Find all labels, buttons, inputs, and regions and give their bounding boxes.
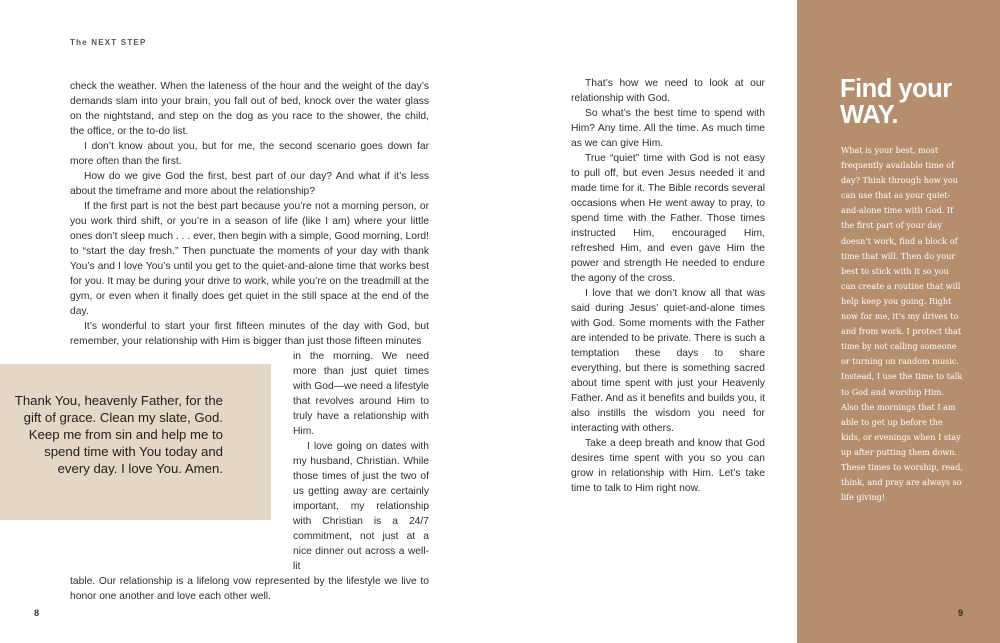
sidebar-body: What is your best, most frequently available time of day? Think through how you can use that as your quiet-and-alone time with God. If the first part of your day doesn’t work, find a block of time that will. Then do your best to stick with it so you can create a routine that will help keep you going. Right now for me, it’s my drives to and from work. I protect that time by not calling someone or turning on random music. Instead, I use the time to talk to God and worship Him. Also the mornings that I am able to get up before the kids, or evenings when I stay up after putting them down. These times to worship, read, think, and pray are always so life giving!: [841, 145, 963, 503]
find-your-way-sidebar: [797, 0, 1000, 643]
paragraph: True “quiet” time with God is not easy to pull off, but even Jesus needed it and made time for it. The Bible records several occasions when He went away to pray, to spend time with the Father. Those times instructed Him, encouraged Him, refreshed Him, and even gave Him the power and strength He needed to endure the agony of the cross.: [571, 153, 765, 284]
wrapped-text-block: [293, 349, 429, 574]
left-column: [70, 79, 429, 604]
paragraph: So what’s the best time to spend with Him? Any time. All the time. As much time as we can give Him.: [571, 108, 765, 149]
paragraph: If the first part is not the best part because you’re not a morning person, or you work third shift, or you’re in a season of life (like I am) where your little ones don’t sleep much . . . ever, then begin with a simple, Good morning, Lord! to “start the day fresh.” Then punctuate the moments of your day with thank You’s and I love You’s until you get to the quiet-and-alone time that works best for you. It may be during your drive to work, while you’re on the treadmill at the gym, or even when it finally does get quiet in the still space at the end of the day.: [70, 201, 429, 317]
sidebar-title-line2: WAY.: [840, 101, 899, 129]
paragraph: That’s how we need to look at our relationship with God.: [571, 78, 765, 104]
prayer-quote: Thank You, heavenly Father, for the gift of grace. Clean my slate, God. Keep me from sin and help me to spend time with You today and every day. I love You. Amen.: [14, 393, 223, 476]
page-number-left: 8: [34, 608, 40, 618]
paragraph: Take a deep breath and know that God desires time spent with you so you can grow in relationship with Him. Let’s take time to talk to Him right now.: [571, 438, 765, 494]
paragraph: check the weather. When the lateness of the hour and the weight of the day’s demands slam into your brain, you fall out of bed, knock over the water glass on the nightstand, and step on the dog as you race to the shower, the child, the office, or the to-do list.: [70, 81, 429, 137]
paragraph: in the morning. We need more than just quiet times with God—we need a lifestyle that revolves around Him to truly have a relationship with Him.: [293, 351, 429, 437]
sidebar-title: [840, 76, 952, 128]
paragraph: It’s wonderful to start your first fifteen minutes of the day with God, but remember, your relationship with Him is bigger than just those fifteen minutes: [70, 321, 429, 347]
right-column: [571, 76, 765, 496]
sidebar-title-line1: Find your: [840, 75, 952, 103]
paragraph: I don’t know about you, but for me, the second scenario goes down far more often than the first.: [70, 141, 429, 167]
page-number-right: 9: [958, 608, 964, 618]
paragraph: How do we give God the first, best part of our day? And what if it’s less about the timeframe and more about the relationship?: [70, 171, 429, 197]
paragraph: I love that we don’t know all that was said during Jesus’ quiet-and-alone times with God. Some moments with the Father are intended to be private. There is such a temptation these days to share everything, but there is something sacred about time spent with just your Heavenly Father. And as it benefits and builds you, it also instills the wisdom you need for interacting with others.: [571, 288, 765, 434]
paragraph: table. Our relationship is a lifelong vow represented by the lifestyle we live to honor one another and love each other well.: [70, 576, 429, 602]
prayer-callout: [0, 364, 271, 520]
running-head: The NEXT STEP: [70, 38, 147, 47]
paragraph: I love going on dates with my husband, Christian. While those times of just the two of us getting away are certainly important, my relationship with Christian is a 24/7 commitment, not just at a nice dinner out across a well-lit: [293, 441, 429, 572]
